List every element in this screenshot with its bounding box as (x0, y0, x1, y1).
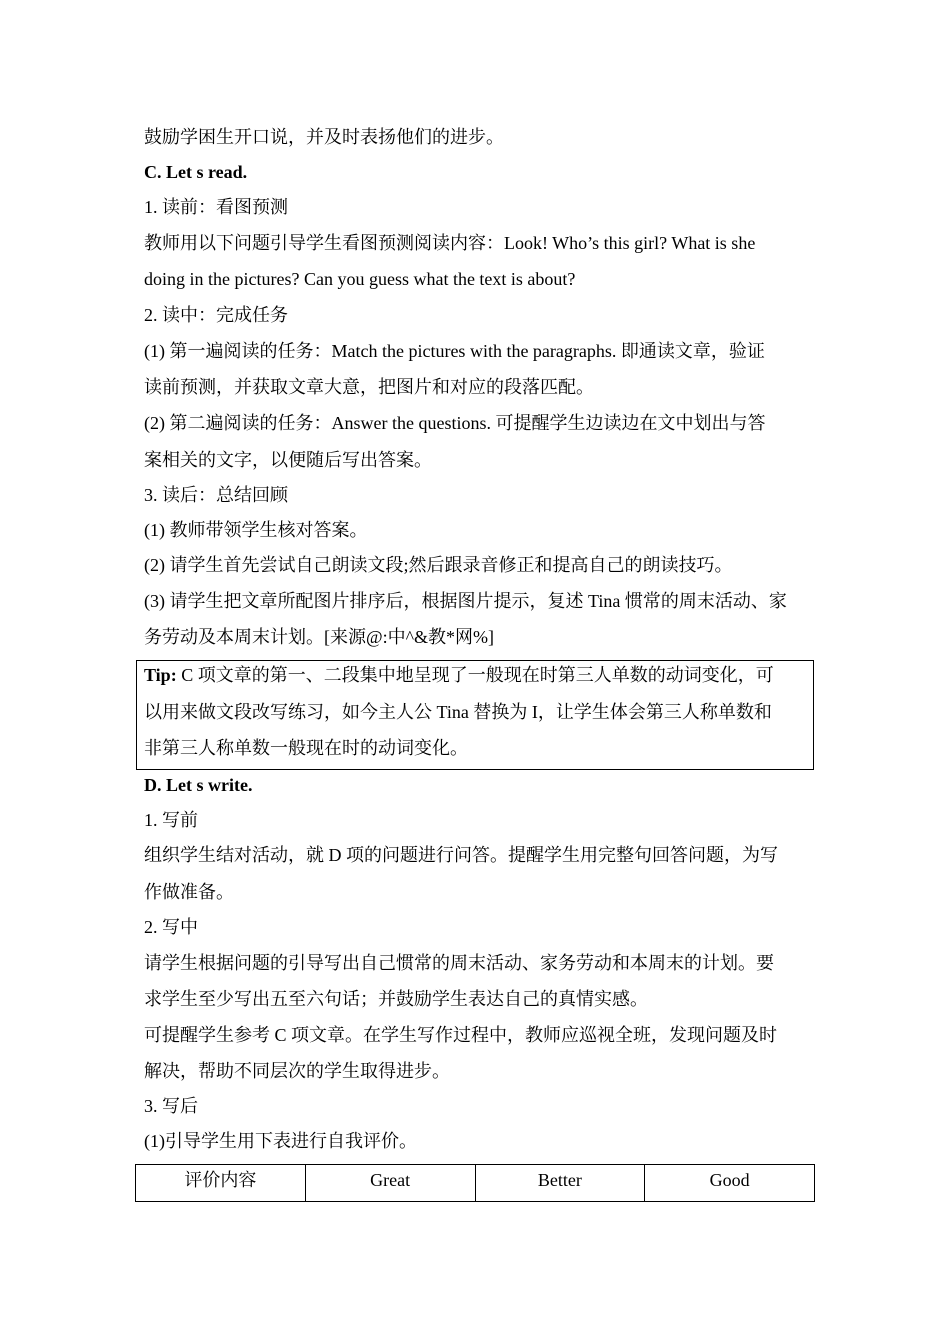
tip-label: Tip: (144, 665, 177, 685)
paragraph-line: 1. 读前：看图预测 (144, 197, 288, 217)
paragraph-line: (2) 第二遍阅读的任务：Answer the questions. 可提醒学生边读边在文中划出与答 (144, 413, 766, 433)
paragraph-line: 务劳动及本周末计划。[来源@:中^&教*网%] (144, 627, 495, 647)
table-header-cell: Better (475, 1165, 645, 1202)
paragraph-line: 组织学生结对活动，就 D 项的问题进行问答。提醒学生用完整句回答问题，为写 (144, 845, 778, 865)
section-heading-c: C. Let s read. (144, 162, 248, 182)
paragraph-line: (2) 请学生首先尝试自己朗读文段;然后跟录音修正和提高自己的朗读技巧。 (144, 555, 733, 575)
paragraph-line: 教师用以下问题引导学生看图预测阅读内容：Look! Who’s this girl? What is she (144, 233, 756, 253)
paragraph-line: 可提醒学生参考 C 项文章。在学生写作过程中，教师应巡视全班，发现问题及时 (144, 1025, 778, 1045)
paragraph-line: 求学生至少写出五至六句话；并鼓励学生表达自己的真情实感。 (144, 989, 648, 1009)
paragraph-line: (1)引导学生用下表进行自我评价。 (144, 1131, 417, 1151)
paragraph-line: 作做准备。 (144, 882, 234, 902)
paragraph-line: 案相关的文字，以便随后写出答案。 (144, 450, 432, 470)
tip-box (136, 660, 814, 770)
paragraph-line: (3) 请学生把文章所配图片排序后，根据图片提示，复述 Tina 惯常的周末活动、家 (144, 591, 787, 611)
paragraph-line: 2. 写中 (144, 917, 198, 937)
paragraph-line: 1. 写前 (144, 810, 198, 830)
paragraph-line: (1) 教师带领学生核对答案。 (144, 520, 368, 540)
tip-line: 非第三人称单数一般现在时的动词变化。 (144, 738, 468, 758)
table-header-cell: Good (645, 1165, 815, 1202)
paragraph-line: 请学生根据问题的引导写出自己惯常的周末活动、家务劳动和本周末的计划。要 (144, 953, 774, 973)
table-header-cell: 评价内容 (136, 1165, 306, 1202)
section-heading-d: D. Let s write. (144, 775, 253, 795)
paragraph-line: doing in the pictures? Can you guess what the text is about? (144, 269, 576, 289)
paragraph-line: 解决，帮助不同层次的学生取得进步。 (144, 1061, 450, 1081)
evaluation-table (135, 1164, 815, 1202)
tip-text: C 项文章的第一、二段集中地呈现了一般现在时第三人单数的动词变化，可 (176, 665, 774, 685)
tip-line (144, 663, 774, 687)
paragraph-line: 2. 读中：完成任务 (144, 305, 288, 325)
paragraph-line: 读前预测，并获取文章大意，把图片和对应的段落匹配。 (144, 377, 594, 397)
table-header-cell: Great (305, 1165, 475, 1202)
paragraph-line: 3. 读后：总结回顾 (144, 485, 288, 505)
table-header-row (136, 1165, 815, 1202)
tip-line: 以用来做文段改写练习，如今主人公 Tina 替换为 I，让学生体会第三人称单数和 (144, 702, 772, 722)
paragraph-line: 鼓励学困生开口说，并及时表扬他们的进步。 (144, 127, 504, 147)
paragraph-line: (1) 第一遍阅读的任务：Match the pictures with the paragraphs. 即通读文章，验证 (144, 341, 765, 361)
paragraph-line: 3. 写后 (144, 1096, 198, 1116)
